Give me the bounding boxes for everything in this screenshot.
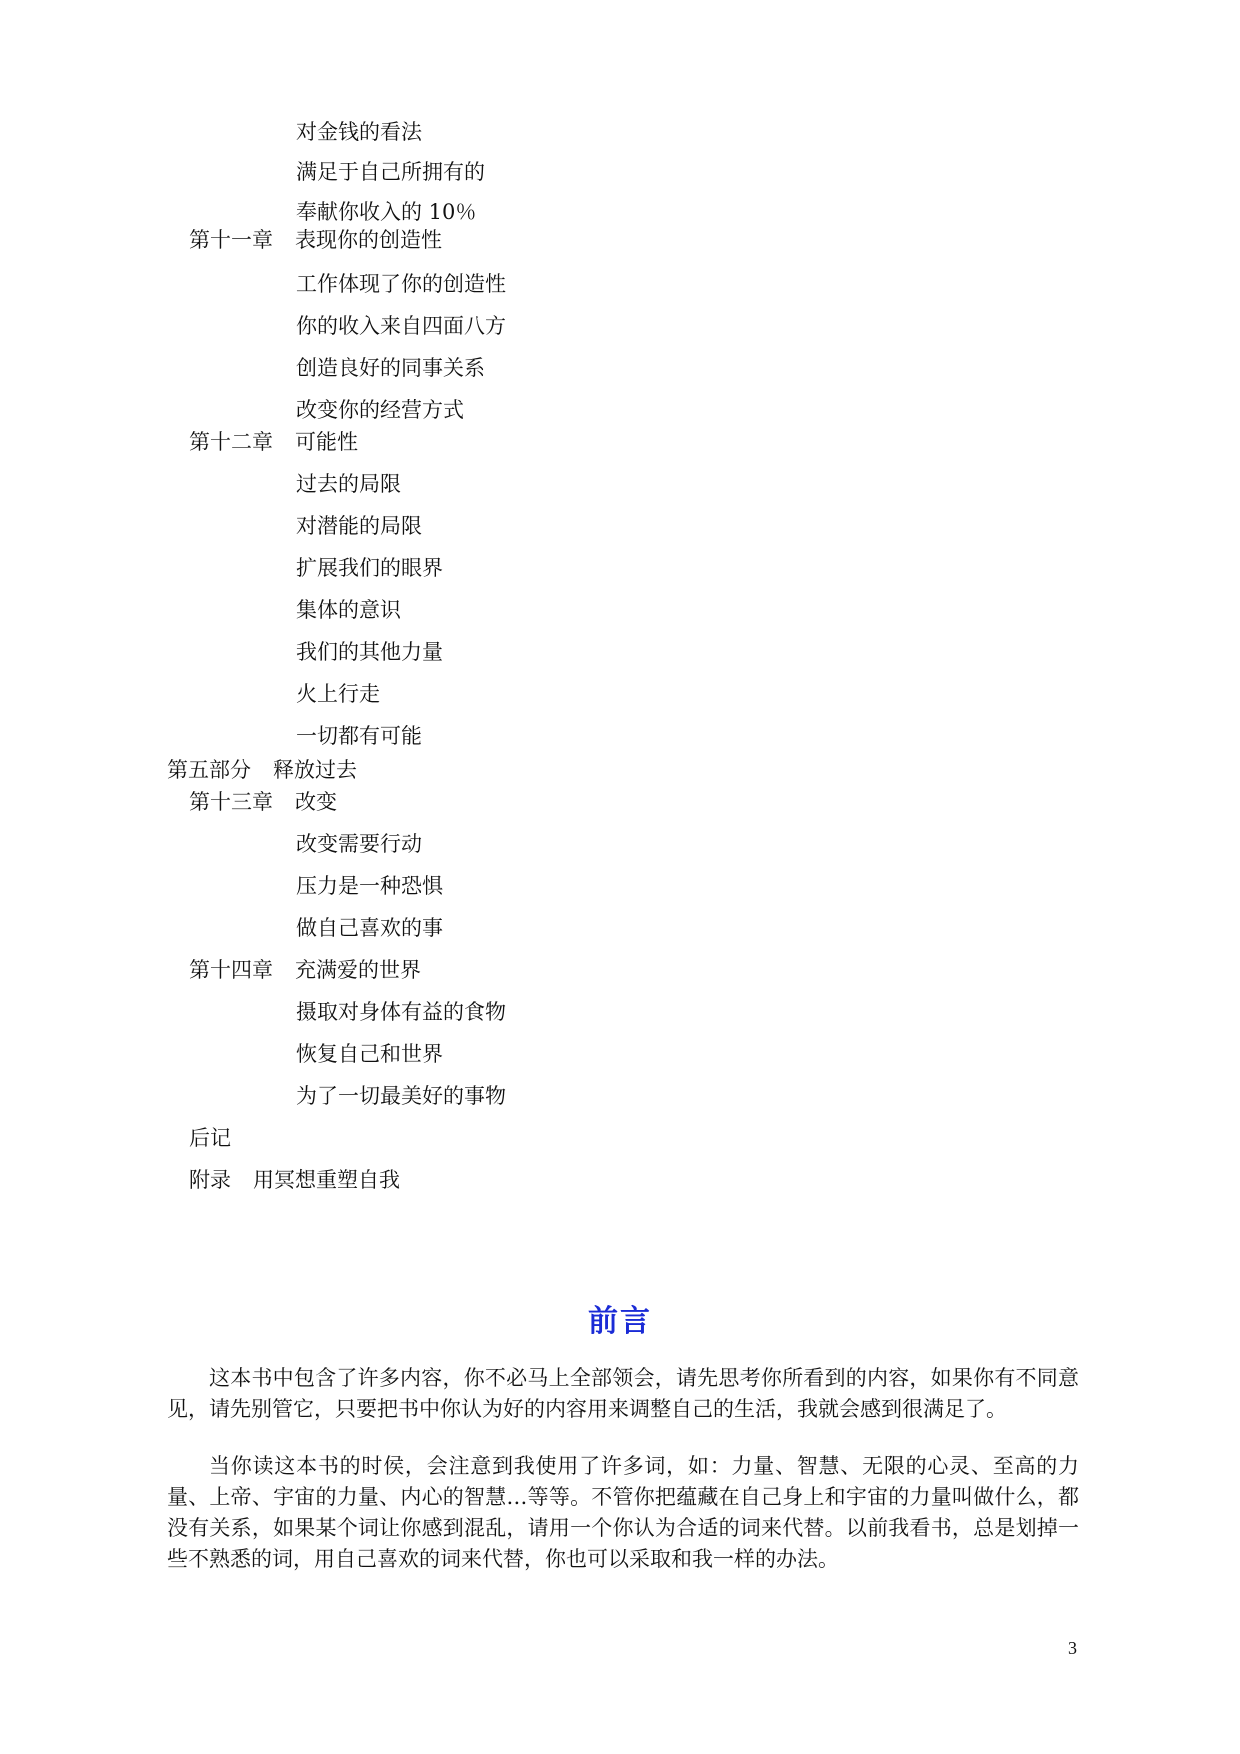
toc-item[interactable]: 创造良好的同事关系	[296, 356, 485, 380]
toc-item[interactable]: 扩展我们的眼界	[296, 556, 443, 580]
part-title: 释放过去	[273, 758, 357, 782]
chapter-title: 充满爱的世界	[295, 958, 421, 982]
part-label: 第五部分	[167, 758, 251, 782]
chapter-title: 可能性	[295, 430, 358, 454]
toc-item[interactable]: 做自己喜欢的事	[296, 916, 443, 940]
preface-paragraph: 当你读这本书的时侯，会注意到我使用了许多词，如：力量、智慧、无限的心灵、至高的力量、上帝、宇宙的力量、内心的智慧…等等。不管你把蕴藏在自己身上和宇宙的力量叫做什么，都没有关系，如果某个词让你感到混乱，请用一个你认为合适的词来代替。以前我看书，总是划掉一些不熟悉的词，用自己喜欢的词来代替，你也可以采取和我一样的办法。	[167, 1454, 1079, 1571]
toc-item[interactable]: 对潜能的局限	[296, 514, 422, 538]
toc-item[interactable]: 过去的局限	[296, 472, 401, 496]
toc-item[interactable]: 你的收入来自四面八方	[296, 314, 506, 338]
toc-item[interactable]: 压力是一种恐惧	[296, 874, 443, 898]
toc-item[interactable]: 对金钱的看法	[296, 120, 422, 144]
appendix-label: 附录	[189, 1168, 231, 1192]
chapter-label: 第十二章	[189, 430, 273, 454]
page-number: 3	[1068, 1638, 1077, 1658]
toc-item[interactable]: 恢复自己和世界	[296, 1042, 443, 1066]
toc-item[interactable]: 改变需要行动	[296, 832, 422, 856]
preface-title: 前言	[588, 1304, 652, 1339]
toc-item[interactable]: 满足于自己所拥有的	[296, 160, 485, 184]
toc-appendix[interactable]	[189, 1166, 400, 1194]
chapter-title: 改变	[295, 790, 337, 814]
appendix-title: 用冥想重塑自我	[253, 1168, 400, 1192]
toc-item[interactable]: 一切都有可能	[296, 724, 422, 748]
toc-item[interactable]: 工作体现了你的创造性	[296, 272, 506, 296]
toc-item[interactable]: 摄取对身体有益的食物	[296, 1000, 506, 1024]
toc-part-5[interactable]	[167, 756, 357, 784]
toc-chapter-11[interactable]	[189, 226, 442, 254]
chapter-title: 表现你的创造性	[295, 228, 442, 252]
preface-paragraph: 这本书中包含了许多内容，你不必马上全部领会，请先思考你所看到的内容，如果你有不同意见，请先别管它，只要把书中你认为好的内容用来调整自己的生活，我就会感到很满足了。	[167, 1366, 1079, 1421]
toc-chapter-12[interactable]	[189, 428, 358, 456]
toc-chapter-13[interactable]	[189, 788, 337, 816]
toc-item[interactable]: 我们的其他力量	[296, 640, 443, 664]
chapter-label: 第十四章	[189, 958, 273, 982]
toc-item[interactable]: 改变你的经营方式	[296, 398, 464, 422]
chapter-label: 第十一章	[189, 228, 273, 252]
chapter-label: 第十三章	[189, 790, 273, 814]
toc-chapter-14[interactable]	[189, 956, 421, 984]
toc-item[interactable]: 奉献你收入的 10％	[296, 200, 477, 224]
toc-afterword[interactable]: 后记	[189, 1126, 231, 1150]
toc-item[interactable]: 火上行走	[296, 682, 380, 706]
toc-item[interactable]: 为了一切最美好的事物	[296, 1084, 506, 1108]
toc-item[interactable]: 集体的意识	[296, 598, 401, 622]
